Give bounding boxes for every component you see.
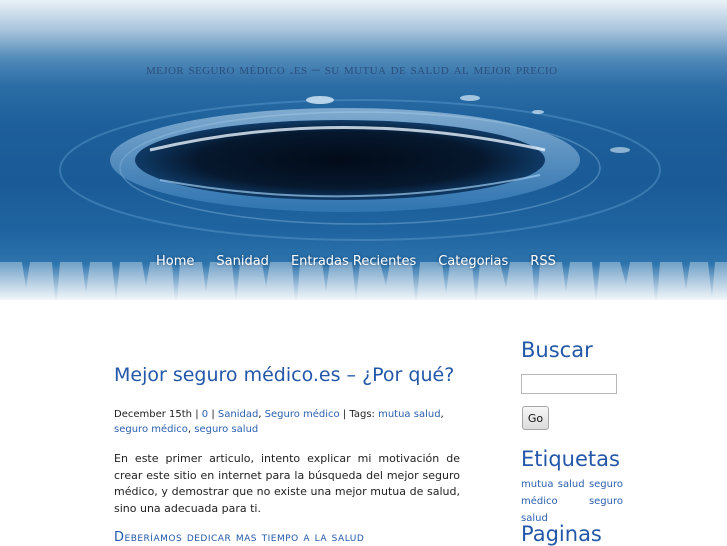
main-nav — [156, 254, 556, 269]
meta-separator: , — [258, 409, 265, 420]
meta-separator: , — [440, 409, 444, 420]
site-title[interactable]: mejor seguro médico .es – su mutua de salud al mejor precio — [146, 61, 558, 78]
post-title[interactable]: Mejor seguro médico.es – ¿Por qué? — [114, 364, 455, 386]
comments-link[interactable]: 0 — [201, 409, 209, 420]
post-subheading: Deberíamos dedicar mas tiempo a la salud — [114, 530, 365, 545]
search-heading: Buscar — [521, 338, 593, 362]
post-date: December 15th — [114, 409, 193, 420]
tag-link-mutua-salud[interactable]: mutua salud — [378, 409, 441, 420]
post-body: En este primer articulo, intento explicar mi motivación de crear este sitio en internet para la búsqueda del mejor seguro médico, y demostrar que no existe una mejor mutua de salud, sino una adecuada para ti. — [114, 452, 460, 515]
post-meta — [114, 407, 444, 437]
meta-separator: , — [187, 424, 195, 435]
tag-cloud-seguro-salud[interactable]: seguro salud — [521, 496, 623, 524]
go-button[interactable]: Go — [522, 406, 549, 430]
tags-heading: Etiquetas — [521, 447, 620, 471]
meta-separator: | — [208, 409, 218, 420]
nav-rss[interactable]: RSS — [530, 254, 556, 269]
tag-link-seguro-medico[interactable]: seguro médico — [114, 424, 188, 435]
pages-heading: Paginas — [521, 522, 602, 546]
tag-cloud-mutua-salud[interactable]: mutua salud — [521, 479, 585, 490]
nav-home[interactable]: Home — [156, 254, 195, 269]
tag-cloud — [521, 476, 623, 527]
tag-link-seguro-salud[interactable]: seguro salud — [194, 424, 259, 435]
nav-sanidad[interactable]: Sanidad — [216, 254, 269, 269]
nav-categorias[interactable]: Categorias — [438, 254, 509, 269]
category-link-seguro-medico[interactable]: Seguro médico — [264, 409, 340, 420]
tag-cloud-seguro-medico[interactable]: seguro médico — [521, 479, 623, 507]
category-link-sanidad[interactable]: Sanidad — [217, 409, 259, 420]
meta-separator: | — [192, 409, 202, 420]
search-input[interactable] — [521, 374, 617, 394]
nav-entradas-recientes[interactable]: Entradas Recientes — [290, 254, 417, 269]
tags-label: | Tags: — [339, 409, 379, 420]
